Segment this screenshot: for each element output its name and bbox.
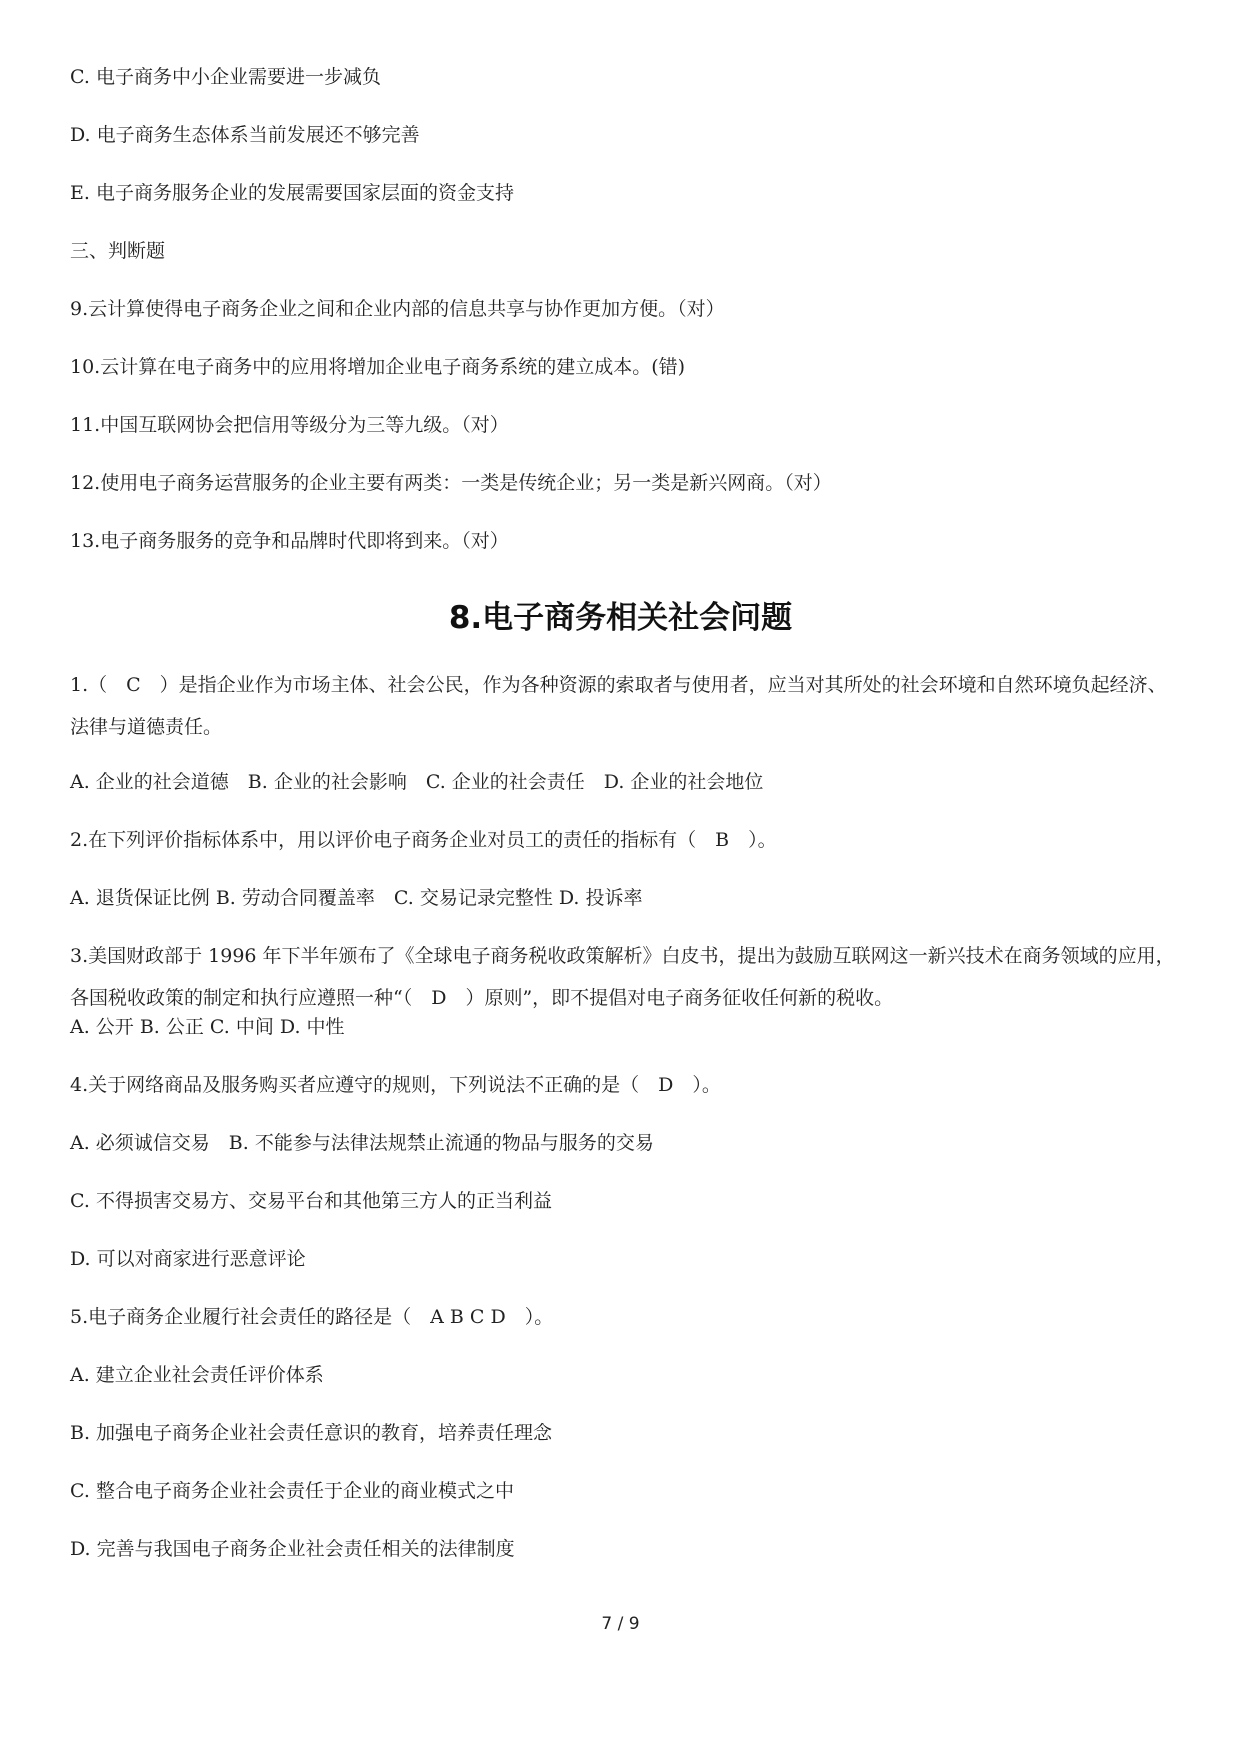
question-3-options: A. 公开 B. 公正 C. 中间 D. 中性 <box>70 1016 345 1038</box>
question-4-option-ab: A. 必须诚信交易 B. 不能参与法律法规禁止流通的物品与服务的交易 <box>70 1132 654 1154</box>
question-3-text: 3.美国财政部于 1996 年下半年颁布了《全球电子商务税收政策解析》白皮书，提出为鼓励互联网这一新兴技术在商务领域的应用，各国税收政策的制定和执行应遵照一种“（ D ）原则”，即不提倡对电子商务征收任何新的税收。 <box>70 945 1175 1009</box>
question-5-text: 5.电子商务企业履行社会责任的路径是（ A B C D ）。 <box>70 1306 554 1328</box>
judgment-item-13: 13.电子商务服务的竞争和品牌时代即将到来。（对） <box>70 530 509 552</box>
judgment-item-10: 10.云计算在电子商务中的应用将增加企业电子商务系统的建立成本。(错) <box>70 356 686 378</box>
judgment-item-12: 12.使用电子商务运营服务的企业主要有两类：一类是传统企业；另一类是新兴网商。（对） <box>70 472 832 494</box>
option-c-line: C. 电子商务中小企业需要进一步减负 <box>70 66 381 88</box>
option-d-line: D. 电子商务生态体系当前发展还不够完善 <box>70 124 420 146</box>
question-5-option-b: B. 加强电子商务企业社会责任意识的教育，培养责任理念 <box>70 1422 553 1444</box>
question-1-text: 1.（ C ）是指企业作为市场主体、社会公民，作为各种资源的索取者与使用者，应当对其所处的社会环境和自然环境负起经济、法律与道德责任。 <box>70 674 1167 738</box>
question-2-options: A. 退货保证比例 B. 劳动合同覆盖率 C. 交易记录完整性 D. 投诉率 <box>70 887 643 909</box>
question-4-text: 4.关于网络商品及服务购买者应遵守的规则，下列说法不正确的是（ D ）。 <box>70 1074 721 1096</box>
judgment-item-11: 11.中国互联网协会把信用等级分为三等九级。（对） <box>70 414 509 436</box>
page-number: 7 / 9 <box>601 1614 640 1634</box>
judgment-item-9: 9.云计算使得电子商务企业之间和企业内部的信息共享与协作更加方便。（对） <box>70 298 725 320</box>
question-2-text: 2.在下列评价指标体系中，用以评价电子商务企业对员工的责任的指标有（ B ）。 <box>70 829 777 851</box>
question-5-option-a: A. 建立企业社会责任评价体系 <box>70 1364 324 1386</box>
question-1-options: A. 企业的社会道德 B. 企业的社会影响 C. 企业的社会责任 D. 企业的社会地位 <box>70 771 764 793</box>
question-4-option-d: D. 可以对商家进行恶意评论 <box>70 1248 306 1270</box>
question-4-option-c: C. 不得损害交易方、交易平台和其他第三方人的正当利益 <box>70 1190 552 1212</box>
question-5-option-c: C. 整合电子商务企业社会责任于企业的商业模式之中 <box>70 1480 514 1502</box>
section-title: 8.电子商务相关社会问题 <box>448 600 793 636</box>
section-heading-judgment: 三、判断题 <box>70 240 166 262</box>
option-e-line: E. 电子商务服务企业的发展需要国家层面的资金支持 <box>70 182 514 204</box>
question-5-option-d: D. 完善与我国电子商务企业社会责任相关的法律制度 <box>70 1538 515 1560</box>
